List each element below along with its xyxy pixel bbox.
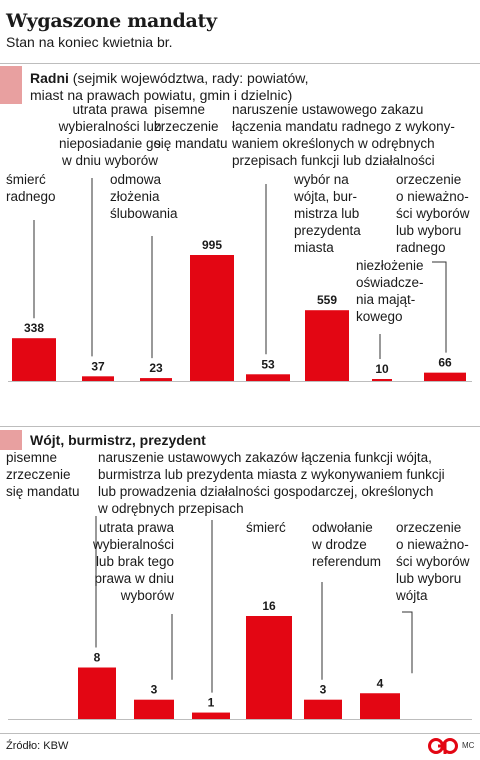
category-label-1-2 xyxy=(97,450,445,516)
author-initials: MC xyxy=(462,741,475,750)
category-label-1-5 xyxy=(395,520,470,603)
category-label-line: mistrza lub xyxy=(294,206,360,221)
value-label-0-4: 53 xyxy=(261,357,275,372)
category-label-line: oświadcze- xyxy=(356,275,424,290)
category-label-0-7 xyxy=(396,172,470,255)
category-label-line: miasta xyxy=(294,240,334,255)
category-label-line: wójta, bur- xyxy=(294,189,358,204)
category-label-0-3 xyxy=(154,102,228,151)
category-label-line: pisemne xyxy=(154,102,206,117)
category-label-line: w drodze xyxy=(312,537,367,552)
category-label-line: zrzeczenie xyxy=(154,119,219,134)
value-label-0-2: 23 xyxy=(149,361,163,376)
category-label-line: w odrębnych przepisach xyxy=(98,501,244,516)
category-label-line: burmistrza lub prezydenta miasta z wykonywaniem funkcji xyxy=(98,467,445,482)
category-label-line: się mandatu xyxy=(6,484,80,499)
category-label-line: wyborów xyxy=(120,588,174,603)
category-label-line: odwołanie xyxy=(312,520,373,535)
category-label-line: łączenia mandatu radnego z wykony- xyxy=(232,119,455,134)
category-label-line: ści wyborów xyxy=(396,554,470,569)
bar-0-5 xyxy=(305,310,349,381)
category-label-line: prawa w dniu xyxy=(94,571,174,586)
category-label-line: ści wyborów xyxy=(396,206,470,221)
bar-0-1 xyxy=(82,376,114,381)
value-label-0-3: 995 xyxy=(201,238,223,252)
category-label-1-4 xyxy=(311,520,381,569)
category-label-line: kowego xyxy=(356,309,403,324)
category-label-line: wybieralności xyxy=(92,537,174,552)
category-label-line: utrata prawa xyxy=(98,520,174,535)
category-label-line: orzeczenie xyxy=(396,520,462,535)
bar-0-6 xyxy=(372,379,392,381)
section-heading-radni-rest: (sejmik województwa, rady: powiatów, xyxy=(68,70,309,86)
bar-0-2 xyxy=(140,378,172,381)
category-label-line: śmierć xyxy=(6,172,46,187)
category-label-1-0 xyxy=(6,450,80,499)
gp-logo-icon xyxy=(428,738,458,754)
category-label-0-5 xyxy=(293,172,361,255)
value-label-1-0: 8 xyxy=(93,650,101,665)
category-label-line: o nieważno- xyxy=(396,537,469,552)
category-label-line: lub wyboru xyxy=(396,223,462,238)
category-label-line: niezłożenie xyxy=(356,258,424,273)
category-label-0-4 xyxy=(231,102,455,168)
value-label-0-0: 338 xyxy=(23,321,45,336)
bar-0-0 xyxy=(12,338,56,381)
bar-1-3 xyxy=(246,616,292,719)
category-label-line: o nieważno- xyxy=(396,189,469,204)
bar-1-1 xyxy=(134,700,174,719)
category-label-line: radnego xyxy=(396,240,446,255)
category-label-line: odmowa xyxy=(110,172,162,187)
bar-1-2 xyxy=(192,713,230,719)
category-label-0-0 xyxy=(6,172,56,204)
category-label-line: przepisach funkcji lub działalności xyxy=(232,153,435,168)
category-label-line: w dniu wyborów xyxy=(61,153,159,168)
category-label-line: zrzeczenie xyxy=(6,467,71,482)
value-label-0-1: 37 xyxy=(91,359,105,374)
value-label-0-5: 559 xyxy=(316,293,338,308)
bar-1-5 xyxy=(360,693,400,719)
category-label-line: naruszenie ustawowego zakazu xyxy=(232,102,424,117)
category-label-line: naruszenie ustawowych zakazów łączenia funkcji wójta, xyxy=(98,450,432,465)
category-label-line: utrata prawa xyxy=(72,102,148,117)
section-heading-radni-bold: Radni xyxy=(30,70,69,86)
category-label-0-1 xyxy=(58,102,162,168)
chart-subtitle: Stan na koniec kwietnia br. xyxy=(6,34,173,50)
category-label-1-3 xyxy=(246,520,286,535)
category-label-line: wybieralności lub xyxy=(58,119,162,134)
category-label-0-2 xyxy=(110,172,178,221)
category-label-1-1 xyxy=(92,520,175,603)
source-note: Źródło: KBW xyxy=(6,740,69,752)
leader-line-1-5 xyxy=(402,612,412,673)
value-label-1-2: 1 xyxy=(207,695,215,710)
divider-bottom xyxy=(0,733,480,734)
category-label-line: wójta xyxy=(396,588,428,603)
category-label-line: ślubowania xyxy=(110,206,178,221)
leader-line-0-7 xyxy=(432,262,446,353)
category-label-line: orzeczenie xyxy=(396,172,462,187)
bar-0-4 xyxy=(246,374,290,381)
category-label-line: pisemne xyxy=(6,450,58,465)
category-label-0-6 xyxy=(356,258,424,324)
category-label-line: lub wyboru xyxy=(396,571,462,586)
value-label-0-6: 10 xyxy=(375,362,389,376)
bar-0-7 xyxy=(424,373,466,381)
bar-1-4 xyxy=(304,700,342,719)
category-label-line: śmierć xyxy=(246,520,286,535)
category-label-line: nieposiadanie go xyxy=(58,136,162,151)
section-heading-wojt-bold: Wójt, burmistrz, prezydent xyxy=(30,432,206,448)
category-label-line: wybór na xyxy=(294,172,349,187)
category-label-line: lub prowadzenia działalności gospodarczej, określonych xyxy=(98,484,434,499)
value-label-1-5: 4 xyxy=(376,676,384,691)
category-label-line: złożenia xyxy=(110,189,160,204)
category-label-line: radnego xyxy=(6,189,56,204)
chart-title: Wygaszone mandaty xyxy=(6,10,217,32)
category-label-line: prezydenta xyxy=(294,223,361,238)
category-label-line: nia mająt- xyxy=(356,292,416,307)
category-label-line: referendum xyxy=(312,554,382,569)
value-label-0-7: 66 xyxy=(438,355,452,370)
value-label-1-3: 16 xyxy=(262,599,276,613)
category-label-line: się mandatu xyxy=(154,136,228,151)
category-label-line: lub brak tego xyxy=(95,554,174,569)
bar-1-0 xyxy=(78,668,116,720)
section-heading-radni-line2: miast na prawach powiatu, gmin i dzielnic) xyxy=(30,87,293,103)
value-label-1-1: 3 xyxy=(150,682,158,697)
value-label-1-4: 3 xyxy=(319,682,327,697)
bar-0-3 xyxy=(190,255,234,381)
category-label-line: waniem określonych w odrębnych xyxy=(232,136,435,151)
